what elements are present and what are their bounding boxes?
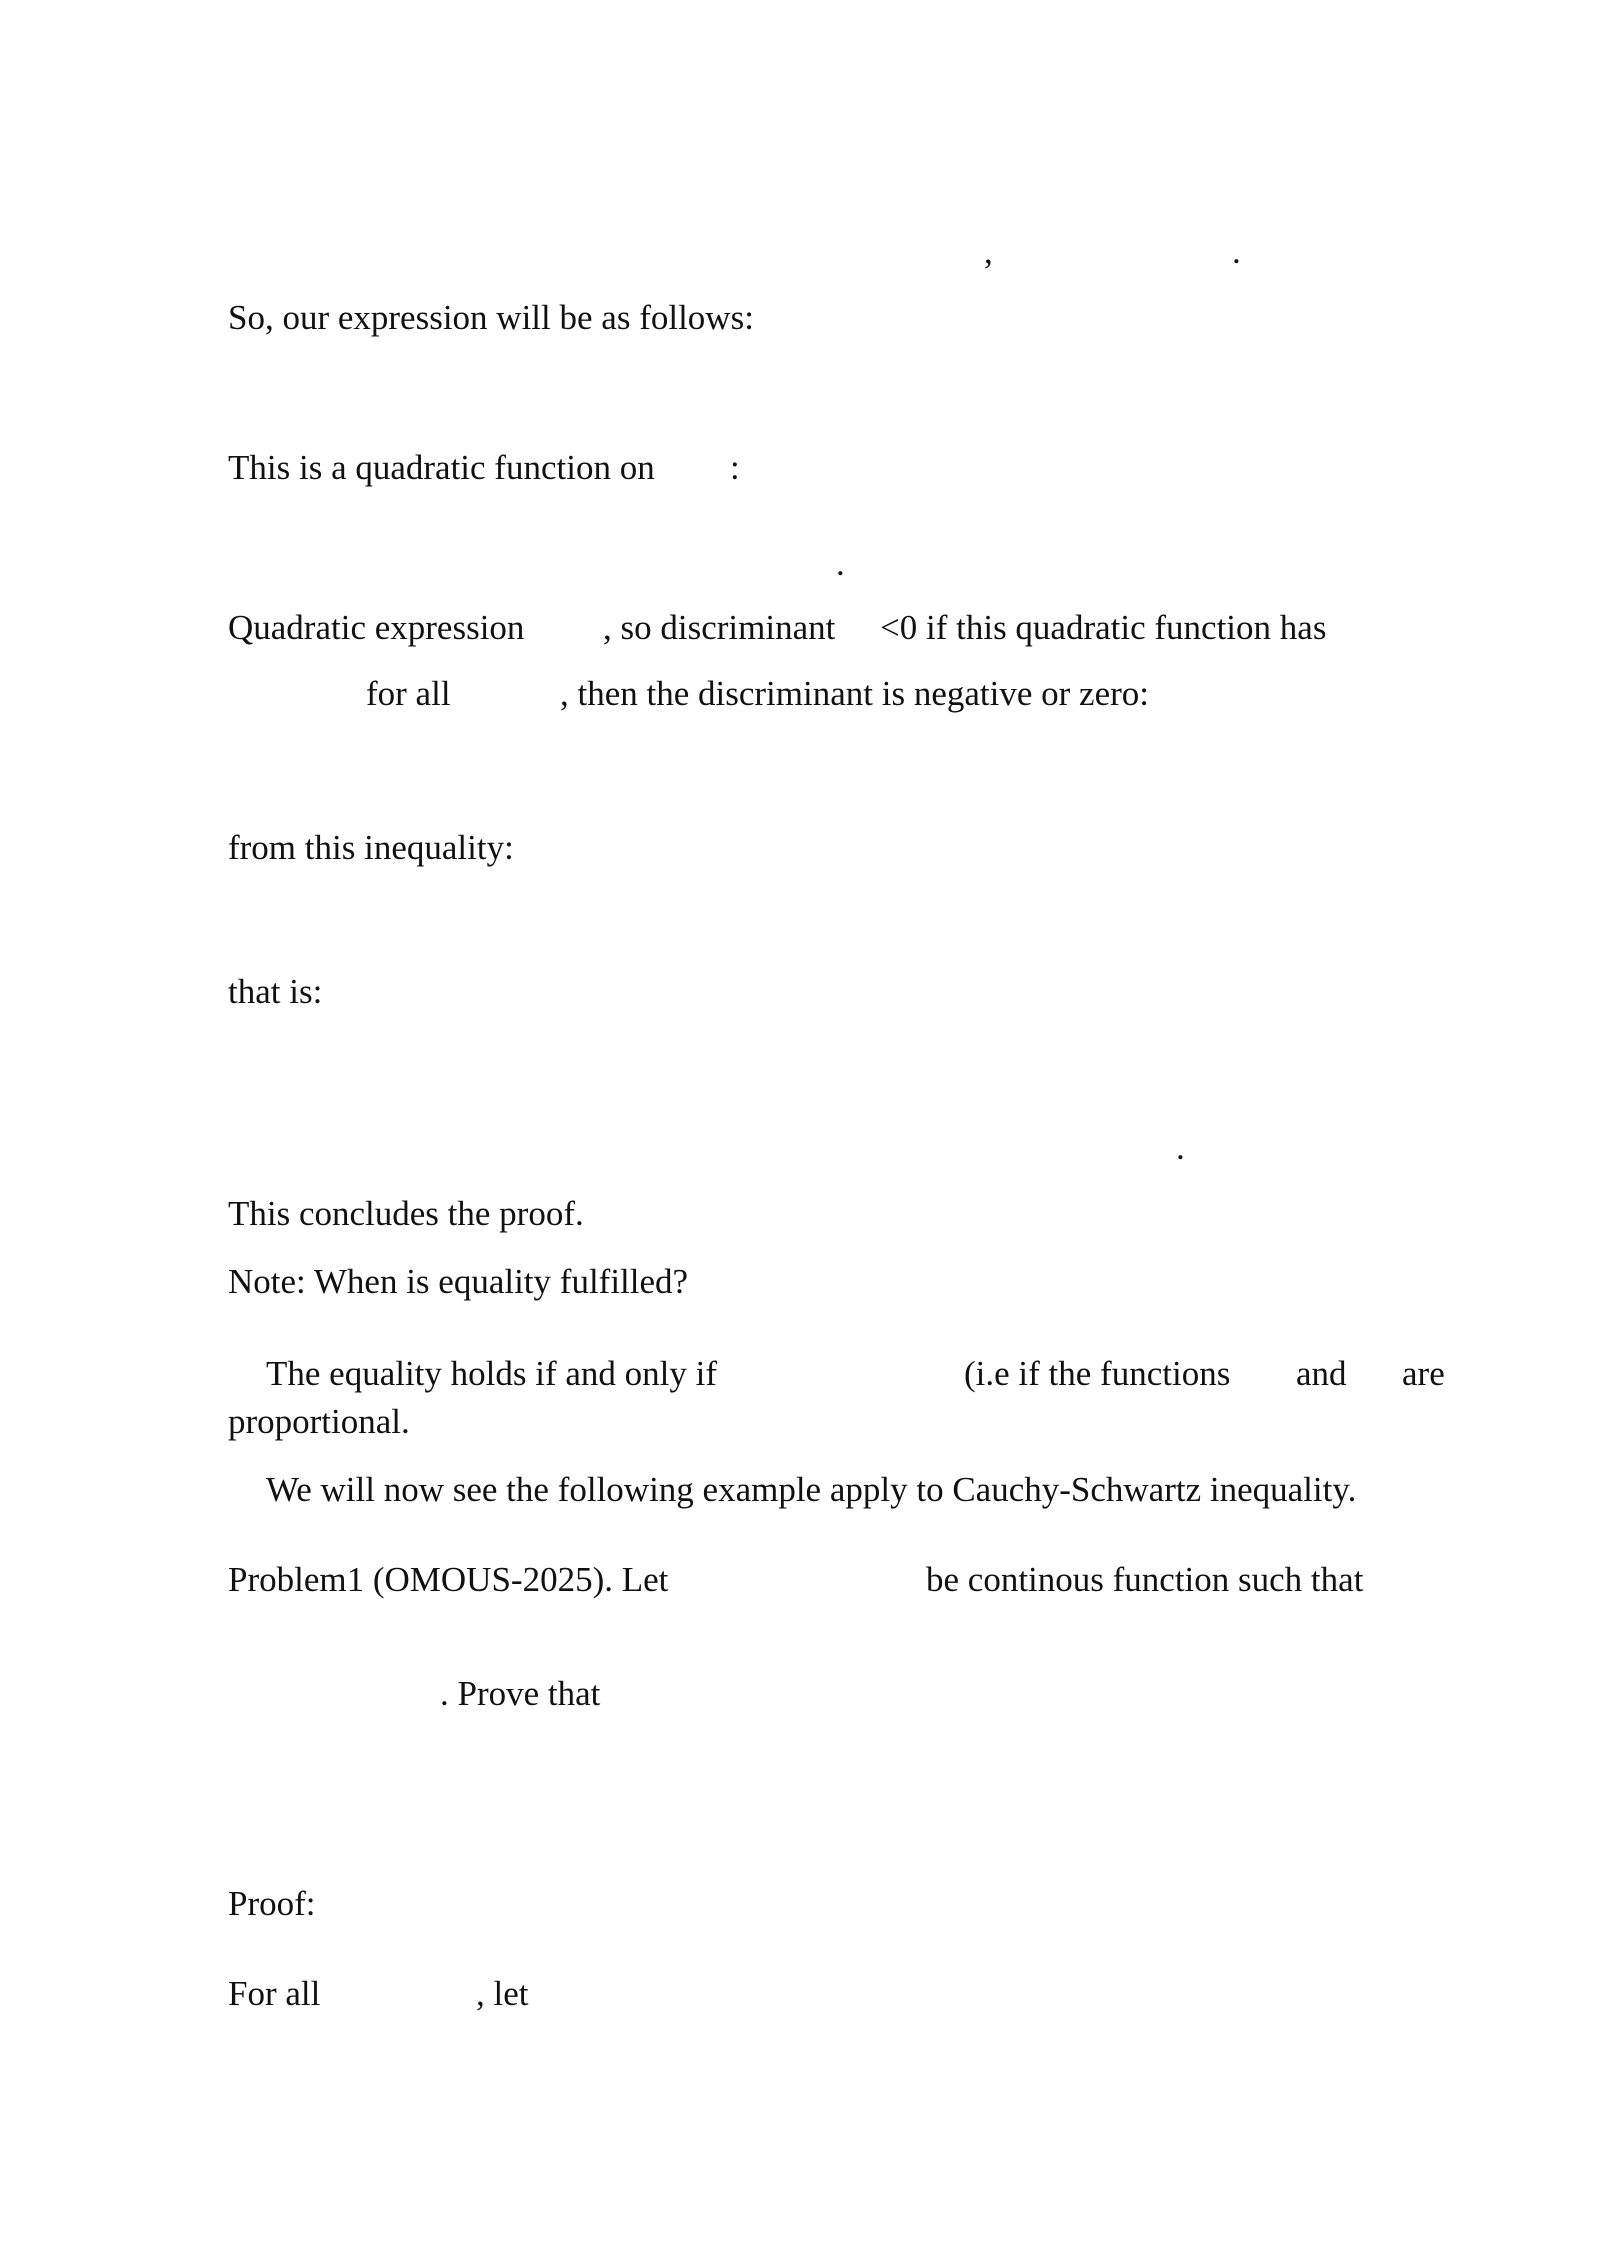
expression-intro-line: So, our expression will be as follows:: [228, 298, 754, 337]
from-inequality-line: from this inequality:: [228, 828, 514, 867]
discriminant-negative-text: , then the discriminant is negative or zero:: [560, 674, 1149, 713]
continuous-function-text: be continous function such that: [926, 1560, 1364, 1599]
prove-that-text: . Prove that: [440, 1674, 601, 1713]
quadratic-function-line: This is a quadratic function on: [228, 448, 655, 487]
note-line: Note: When is equality fulfilled?: [228, 1262, 689, 1301]
period-fragment: .: [836, 544, 845, 583]
and-text: and: [1296, 1354, 1347, 1393]
colon-fragment: :: [730, 448, 740, 487]
are-text: are: [1402, 1354, 1445, 1393]
that-is-line: that is:: [228, 972, 323, 1011]
proof-conclusion-line: This concludes the proof.: [228, 1194, 584, 1233]
let-text: , let: [476, 1974, 529, 2013]
proof-heading: Proof:: [228, 1884, 316, 1923]
equality-holds-text: The equality holds if and only if: [266, 1354, 718, 1393]
period-fragment: .: [1176, 1128, 1185, 1167]
quadratic-expression-text: Quadratic expression: [228, 608, 525, 647]
for-all-text-2: For all: [228, 1974, 321, 2013]
proportional-text: proportional.: [228, 1402, 410, 1441]
problem-label: Problem1 (OMOUS-2025). Let: [228, 1560, 669, 1599]
so-discriminant-text: , so discriminant: [603, 608, 836, 647]
discriminant-condition-text: <0 if this quadratic function has: [880, 608, 1327, 647]
example-intro-line: We will now see the following example apply to Cauchy-Schwartz inequality.: [266, 1470, 1357, 1509]
functions-proportional-text: (i.e if the functions: [964, 1354, 1231, 1393]
comma-fragment: ,: [984, 232, 993, 271]
period-fragment: .: [1232, 232, 1241, 271]
for-all-text: for all: [366, 674, 451, 713]
